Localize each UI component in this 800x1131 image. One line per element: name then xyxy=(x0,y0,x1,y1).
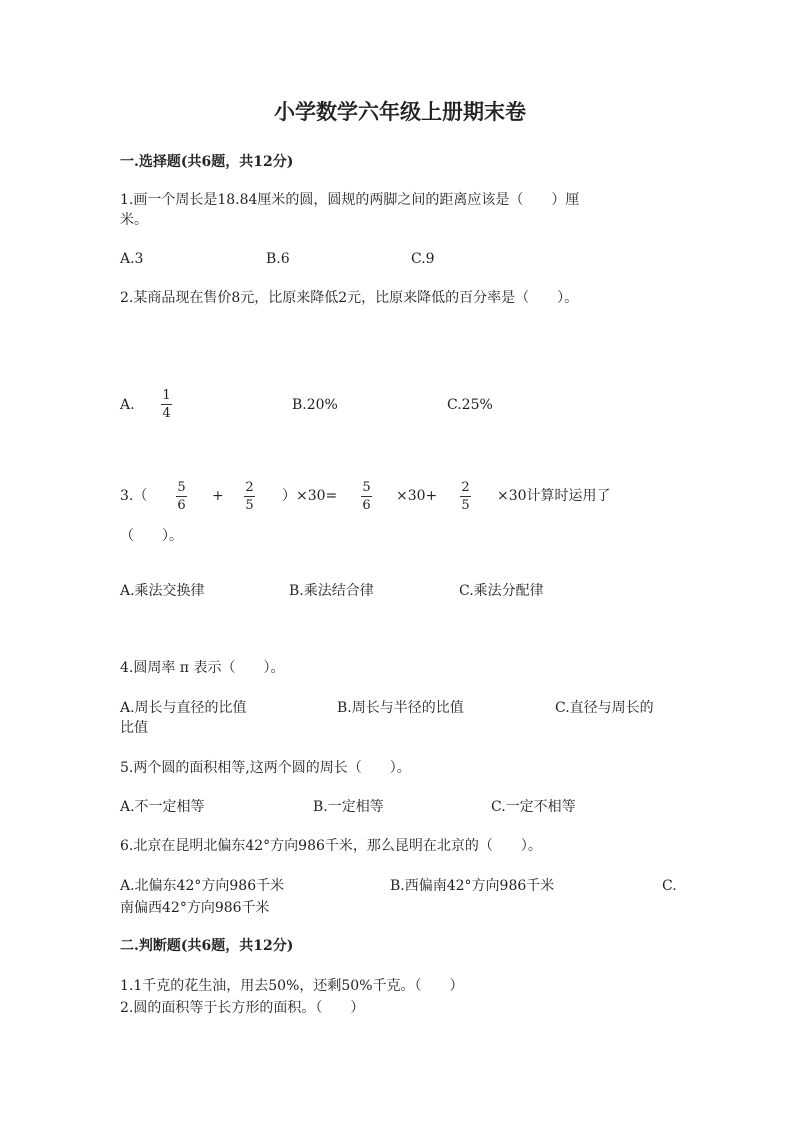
q3-fraction-4 xyxy=(460,480,471,513)
fraction-bar xyxy=(361,496,372,497)
q5-option-a: A.不一定相等 xyxy=(120,799,205,815)
q6-option-b: B.西偏南42°方向986千米 xyxy=(390,878,555,894)
fraction-bar xyxy=(244,496,255,497)
q6-text: 6.北京在昆明北偏东42°方向986千米，那么昆明在北京的（ ）。 xyxy=(120,838,542,854)
q3-option-b: B.乘法结合律 xyxy=(289,583,374,599)
q4-text: 4.圆周率 π 表示（ ）。 xyxy=(120,660,285,676)
q5-option-b: B.一定相等 xyxy=(313,799,384,815)
q3-option-c: C.乘法分配律 xyxy=(459,583,544,599)
q3-prefix: 3.（ xyxy=(120,488,148,504)
q6-option-c-label: C. xyxy=(662,878,677,894)
q1-option-c: C.9 xyxy=(411,251,435,267)
fraction-denominator: 4 xyxy=(162,406,171,421)
q3-fraction-2 xyxy=(244,480,255,513)
q1-option-b: B.6 xyxy=(266,251,290,267)
q2-option-a-fraction xyxy=(161,388,172,421)
fraction-numerator: 2 xyxy=(461,480,470,495)
q3-plus: + xyxy=(212,488,224,504)
j1-text: 1.1千克的花生油，用去50%，还剩50%千克。（ ） xyxy=(120,978,464,994)
q3-suffix: ×30计算时运用了 xyxy=(497,488,611,504)
q4-option-b: B.周长与半径的比值 xyxy=(337,700,464,716)
q1-text-line2: 米。 xyxy=(120,212,148,228)
q3-mid-2: ×30+ xyxy=(396,488,438,504)
q3-fraction-3 xyxy=(361,480,372,513)
section-1-heading: 一.选择题(共6题，共12分) xyxy=(120,154,294,170)
q6-option-a: A.北偏东42°方向986千米 xyxy=(120,878,285,894)
q5-text: 5.两个圆的面积相等,这两个圆的周长（ ）。 xyxy=(120,760,411,776)
q3-fraction-1 xyxy=(176,480,187,513)
fraction-denominator: 5 xyxy=(461,498,470,513)
page-title: 小学数学六年级上册期末卷 xyxy=(274,99,526,124)
fraction-numerator: 1 xyxy=(162,388,171,403)
fraction-numerator: 5 xyxy=(177,480,186,495)
q3-option-a: A.乘法交换律 xyxy=(120,583,205,599)
fraction-denominator: 6 xyxy=(177,498,186,513)
fraction-bar xyxy=(460,496,471,497)
fraction-bar xyxy=(161,404,172,405)
fraction-numerator: 5 xyxy=(362,480,371,495)
fraction-numerator: 2 xyxy=(245,480,254,495)
section-2-heading: 二.判断题(共6题，共12分) xyxy=(120,938,294,954)
q4-option-c-line1: C.直径与周长的 xyxy=(555,700,654,716)
j2-text: 2.圆的面积等于长方形的面积。（ ） xyxy=(120,1000,365,1016)
q1-text-line1: 1.画一个周长是18.84厘米的圆，圆规的两脚之间的距离应该是（ ）厘 xyxy=(120,192,580,208)
q6-option-c-text: 南偏西42°方向986千米 xyxy=(120,900,270,916)
q3-text-line2: （ ）。 xyxy=(120,528,183,544)
fraction-denominator: 5 xyxy=(245,498,254,513)
q2-text: 2.某商品现在售价8元，比原来降低2元，比原来降低的百分率是（ ）。 xyxy=(120,290,579,306)
q1-option-a: A.3 xyxy=(120,251,144,267)
q3-mid-1: ）×30= xyxy=(282,488,338,504)
fraction-bar xyxy=(176,496,187,497)
q2-option-b: B.20% xyxy=(292,397,338,413)
fraction-denominator: 6 xyxy=(362,498,371,513)
q2-option-a-label: A. xyxy=(120,397,135,413)
q5-option-c: C.一定不相等 xyxy=(491,799,576,815)
q2-option-c: C.25% xyxy=(447,397,493,413)
q4-option-a: A.周长与直径的比值 xyxy=(120,700,247,716)
q4-option-c-line2: 比值 xyxy=(120,720,148,736)
